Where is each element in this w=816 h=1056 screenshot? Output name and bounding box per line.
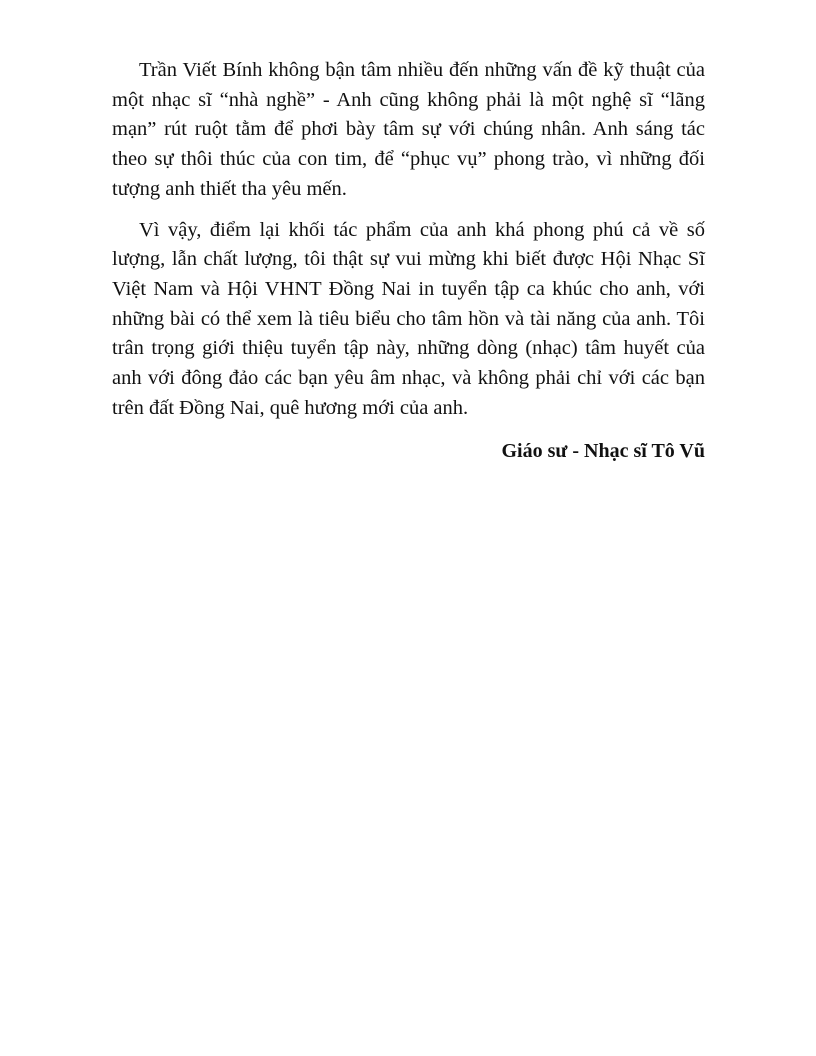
paragraph-1: Trần Viết Bính không bận tâm nhiều đến những vấn đề kỹ thuật của một nhạc sĩ “nhà nghề” - Anh cũng không phải là một nghệ sĩ “lãng mạn” rút ruột tằm để phơi bày tâm sự với chúng nhân. Anh sáng tác theo sự thôi thúc của con tim, để “phục vụ” phong trào, vì những đối tượng anh thiết tha yêu mến. bbox=[112, 59, 705, 200]
paragraph-2: Vì vậy, điểm lại khối tác phẩm của anh khá phong phú cả về số lượng, lẫn chất lượng, tôi thật sự vui mừng khi biết được Hội Nhạc Sĩ Việt Nam và Hội VHNT Đồng Nai in tuyển tập ca khúc cho anh, với những bài có thể xem là tiêu biểu cho tâm hồn và tài năng của anh. Tôi trân trọng giới thiệu tuyển tập này, những dòng (nhạc) tâm huyết của anh với đông đảo các bạn yêu âm nhạc, và không phải chỉ với các bạn trên đất Đồng Nai, quê hương mới của anh. bbox=[112, 218, 705, 419]
author-signature: Giáo sư - Nhạc sĩ Tô Vũ bbox=[501, 440, 705, 463]
document-page bbox=[112, 56, 705, 465]
